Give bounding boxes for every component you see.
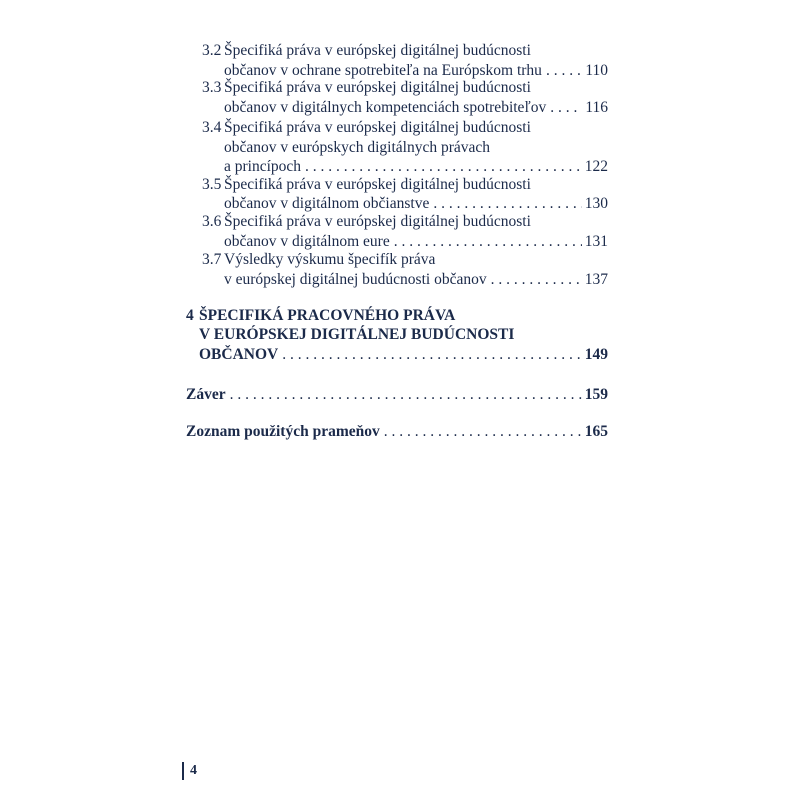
toc-page-number: 159 xyxy=(584,386,608,403)
toc-text: občanov v digitálnom občianstve xyxy=(224,195,430,212)
toc-entry-3-6-line2[interactable] xyxy=(224,232,608,252)
toc-entry-chapter-4-line1 xyxy=(199,306,599,326)
toc-page-number: 122 xyxy=(584,158,608,175)
toc-entry-chapter-4-line2 xyxy=(199,325,599,345)
toc-page-number: 116 xyxy=(585,99,608,116)
toc-number-3-7: 3.7 xyxy=(202,251,222,268)
toc-text: občanov v ochrane spotrebiteľa na Európskom trhu xyxy=(224,62,542,79)
toc-entry-3-5-line1 xyxy=(224,175,606,195)
toc-page-number: 137 xyxy=(584,271,608,288)
toc-page-number: 131 xyxy=(584,233,608,250)
toc-text: Špecifiká práva v európskej digitálnej budúcnosti xyxy=(224,42,531,59)
toc-text: Špecifiká práva v európskej digitálnej budúcnosti xyxy=(224,119,531,136)
toc-entry-3-5-line2[interactable] xyxy=(224,194,608,214)
dot-leader xyxy=(394,232,582,252)
toc-entry-3-4-line3[interactable] xyxy=(224,157,608,177)
toc-entry-3-3-line2[interactable] xyxy=(224,98,608,118)
toc-entry-3-4-line1 xyxy=(224,118,606,138)
toc-entry-zoznam[interactable] xyxy=(186,422,608,442)
toc-text: Špecifiká práva v európskej digitálnej budúcnosti xyxy=(224,213,531,230)
toc-text: OBČANOV xyxy=(199,346,279,363)
page-number-divider xyxy=(182,762,184,780)
toc-text: občanov v európskych digitálnych právach xyxy=(224,139,490,156)
dot-leader xyxy=(282,345,582,365)
toc-number-3-2: 3.2 xyxy=(202,42,222,59)
toc-entry-zaver[interactable] xyxy=(186,385,608,405)
toc-entry-3-4-line2 xyxy=(224,138,606,158)
toc-text: Záver xyxy=(186,386,226,403)
dot-leader xyxy=(550,98,582,118)
toc-text: V EURÓPSKEJ DIGITÁLNEJ BUDÚCNOSTI xyxy=(199,326,515,343)
toc-text: a princípoch xyxy=(224,158,302,175)
toc-entry-3-3-line1 xyxy=(224,78,606,98)
toc-page-number: 165 xyxy=(584,423,608,440)
toc-text: Výsledky výskumu špecifík práva xyxy=(224,251,436,268)
dot-leader xyxy=(433,194,581,214)
toc-number-chapter-4: 4 xyxy=(186,307,194,324)
toc-text: ŠPECIFIKÁ PRACOVNÉHO PRÁVA xyxy=(199,307,456,324)
toc-number-3-6: 3.6 xyxy=(202,213,222,230)
dot-leader xyxy=(230,385,582,405)
toc-text: občanov v digitálnych kompetenciách spotrebiteľov xyxy=(224,99,547,116)
toc-number-3-4: 3.4 xyxy=(202,119,222,136)
page-number: 4 xyxy=(190,763,197,778)
toc-entry-3-7-line1 xyxy=(224,250,606,270)
toc-page-number: 149 xyxy=(584,346,608,363)
dot-leader xyxy=(305,157,582,177)
toc-text: Špecifiká práva v európskej digitálnej budúcnosti xyxy=(224,79,531,96)
toc-page-number: 130 xyxy=(584,195,608,212)
toc-entry-3-7-line2[interactable] xyxy=(224,270,608,290)
toc-text: občanov v digitálnom eure xyxy=(224,233,390,250)
toc-text: v európskej digitálnej budúcnosti občanov xyxy=(224,271,487,288)
toc-text: Zoznam použitých prameňov xyxy=(186,423,380,440)
dot-leader xyxy=(384,422,582,442)
toc-page-number: 110 xyxy=(585,62,608,79)
toc-entry-chapter-4-line3[interactable] xyxy=(199,345,608,365)
toc-number-3-3: 3.3 xyxy=(202,79,222,96)
dot-leader xyxy=(491,270,582,290)
toc-entry-3-6-line1 xyxy=(224,212,606,232)
toc-number-3-5: 3.5 xyxy=(202,176,222,193)
toc-entry-3-2-line1 xyxy=(224,41,606,61)
toc-text: Špecifiká práva v európskej digitálnej budúcnosti xyxy=(224,176,531,193)
